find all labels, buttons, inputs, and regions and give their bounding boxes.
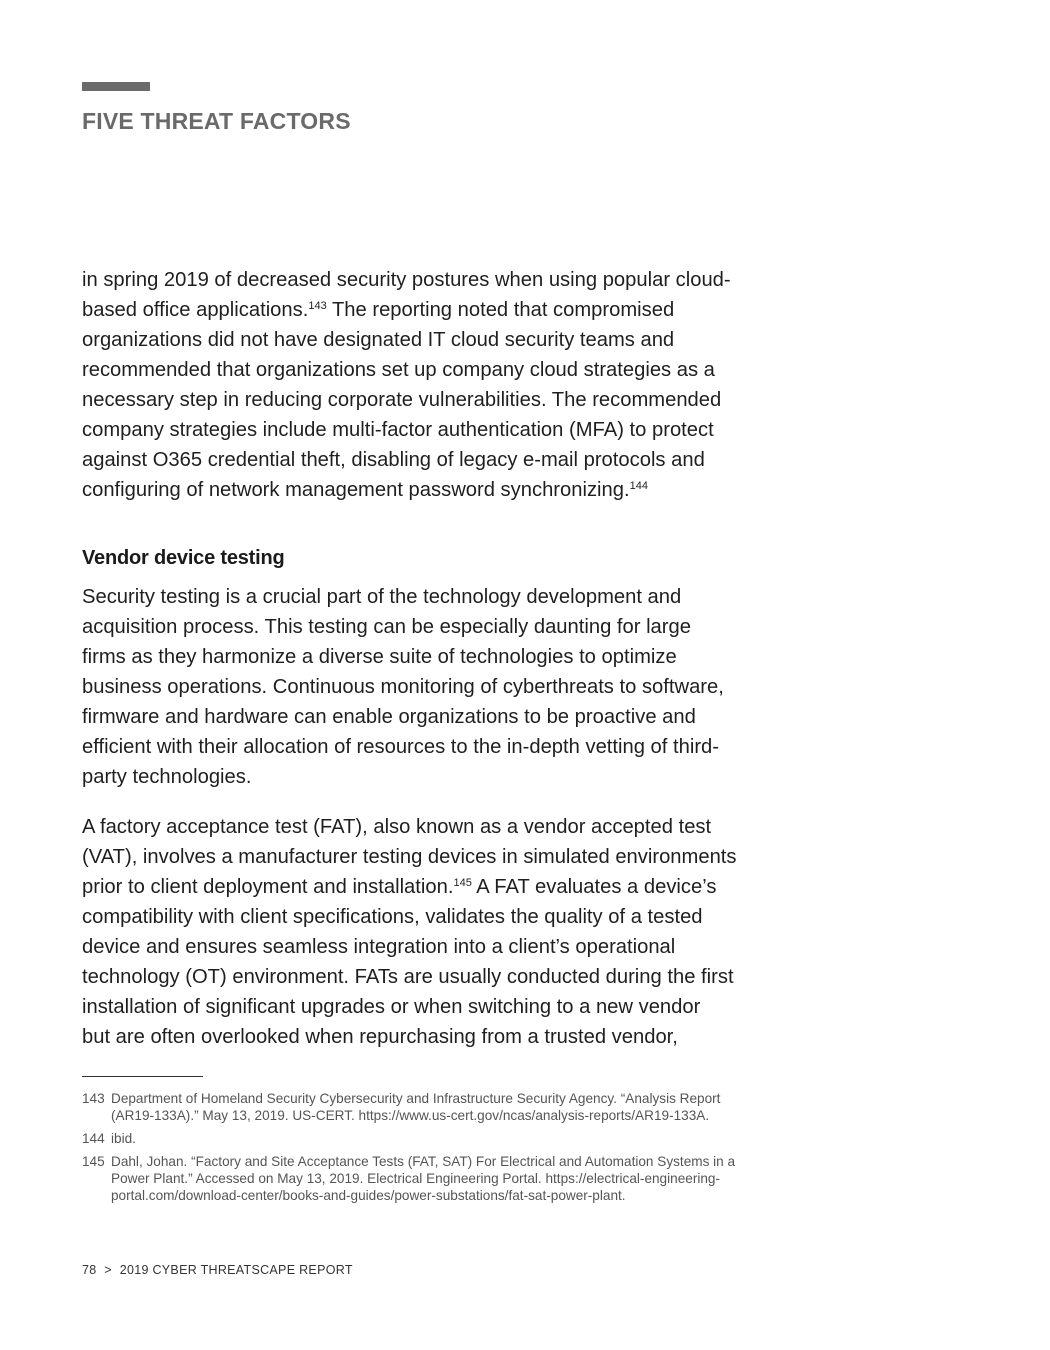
- footer-separator: >: [104, 1263, 112, 1277]
- footnote-divider: [82, 1076, 203, 1077]
- footnote-text: [111, 1153, 846, 1204]
- footnote-text: [111, 1090, 846, 1124]
- paragraph-line: recommended that organizations set up company cloud strategies as a: [82, 359, 715, 381]
- paragraph-line: compatibility with client specifications, validates the quality of a tested: [82, 906, 703, 928]
- paragraph-line: installation of significant upgrades or when switching to a new vendor: [82, 996, 701, 1018]
- subheading-vendor-device-testing: Vendor device testing: [82, 547, 285, 569]
- paragraph-line: (VAT), involves a manufacturer testing devices in simulated environments: [82, 846, 737, 868]
- paragraph-line: A factory acceptance test (FAT), also known as a vendor accepted test: [82, 816, 712, 838]
- footnote-number: 143: [82, 1091, 105, 1106]
- footnote-ref-144[interactable]: 144: [629, 480, 648, 492]
- paragraph-line: necessary step in reducing corporate vulnerabilities. The recommended: [82, 389, 722, 411]
- paragraph-factory-acceptance-test: [82, 812, 827, 1052]
- page-number: 78: [82, 1263, 97, 1277]
- paragraph-security-testing: [82, 582, 827, 792]
- paragraph-line: technology (OT) environment. FATs are usually conducted during the first: [82, 966, 734, 988]
- section-title: FIVE THREAT FACTORS: [82, 108, 351, 134]
- paragraph-line: against O365 credential theft, disabling of legacy e-mail protocols and: [82, 449, 705, 471]
- line-text: A FAT evaluates a device’s: [471, 876, 717, 898]
- footnote-line: ibid.: [111, 1131, 136, 1146]
- footnote-line[interactable]: (AR19-133A).” May 13, 2019. US-CERT. https://www.us-cert.gov/ncas/analysis-reports/AR19-133A.: [111, 1108, 710, 1123]
- line-text: The reporting noted that compromised: [326, 299, 675, 321]
- paragraph-line: firms as they harmonize a diverse suite of technologies to optimize: [82, 646, 677, 668]
- section-header-rule: [82, 82, 150, 91]
- paragraph-line: organizations did not have designated IT cloud security teams and: [82, 329, 675, 351]
- footnote-line: Dahl, Johan. “Factory and Site Acceptance Tests (FAT, SAT) For Electrical and Automation Systems in a: [111, 1154, 736, 1169]
- paragraph-line: but are often overlooked when repurchasing from a trusted vendor,: [82, 1026, 678, 1048]
- line-text: based office applications.: [82, 299, 309, 321]
- paragraph-line: efficient with their allocation of resources to the in-depth vetting of third-: [82, 736, 720, 758]
- paragraph-line: in spring 2019 of decreased security postures when using popular cloud-: [82, 269, 731, 291]
- paragraph-line: device and ensures seamless integration into a client’s operational: [82, 936, 676, 958]
- footnote-line[interactable]: portal.com/download-center/books-and-guides/power-substations/fat-sat-power-plant.: [111, 1188, 626, 1203]
- paragraph-line: [82, 475, 827, 505]
- paragraph-line: business operations. Continuous monitoring of cyberthreats to software,: [82, 676, 724, 698]
- footnote-ref-143[interactable]: 143: [308, 300, 327, 312]
- paragraph-line: Security testing is a crucial part of the technology development and: [82, 586, 682, 608]
- report-title: 2019 CYBER THREATSCAPE REPORT: [119, 1263, 353, 1277]
- paragraph-line: firmware and hardware can enable organizations to be proactive and: [82, 706, 696, 728]
- paragraph-line: company strategies include multi-factor authentication (MFA) to protect: [82, 419, 714, 441]
- paragraph-line: [82, 295, 827, 325]
- page-footer: [82, 1263, 357, 1277]
- paragraph-cloud-security: [82, 265, 827, 505]
- footnote-number: 145: [82, 1154, 105, 1169]
- paragraph-line: acquisition process. This testing can be especially daunting for large: [82, 616, 691, 638]
- line-text: configuring of network management password synchronizing.: [82, 479, 630, 501]
- footnote-line: Department of Homeland Security Cybersecurity and Infrastructure Security Agency. “Analysis Report: [111, 1091, 721, 1106]
- footnote-number: 144: [82, 1131, 105, 1146]
- footnote-text: [111, 1130, 846, 1147]
- footnote-line[interactable]: Power Plant.” Accessed on May 13, 2019. Electrical Engineering Portal. https://electrical-engineering-: [111, 1171, 721, 1186]
- footnote-ref-145[interactable]: 145: [453, 877, 472, 889]
- paragraph-line: party technologies.: [82, 766, 252, 788]
- paragraph-line: [82, 872, 827, 902]
- line-text: prior to client deployment and installation.: [82, 876, 454, 898]
